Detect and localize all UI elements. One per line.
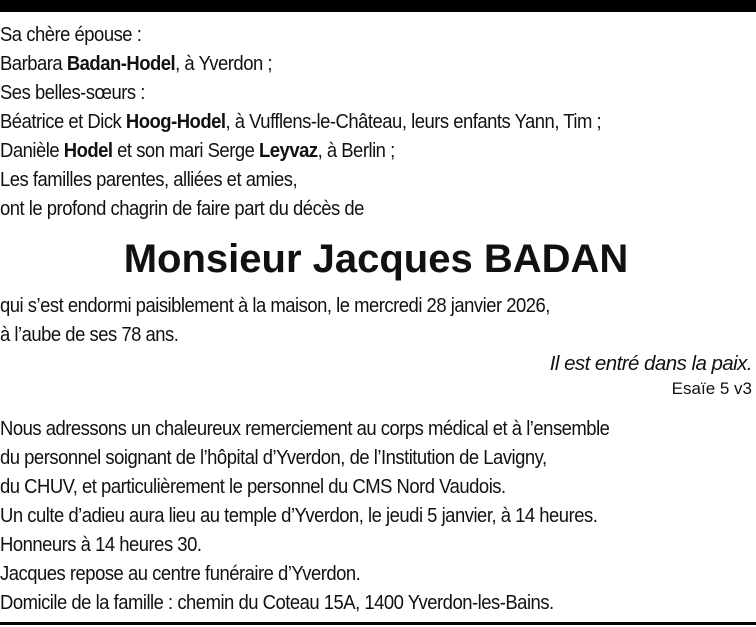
sister2-first-name: Danièle: [0, 139, 60, 162]
wife-first-name: Barbara: [0, 52, 63, 75]
closing-line: Nous adressons un chaleureux remerciement au corps médical et à l’ensemble: [0, 417, 610, 440]
announcement-line: ont le profond chagrin de faire part du décès de: [0, 197, 364, 220]
relatives-line: Les familles parentes, alliées et amies,: [0, 168, 298, 191]
sister2-place: , à Berlin ;: [317, 139, 395, 162]
verse-quote: Il est entré dans la paix.: [549, 352, 752, 375]
sister2-line: [0, 136, 677, 165]
death-line-1: qui s’est endormi paisiblement à la maison, le mercredi 28 janvier 2026,: [0, 294, 550, 317]
sister1-first-names: Béatrice et Dick: [0, 110, 122, 133]
closing-line: Honneurs à 14 heures 30.: [0, 533, 202, 556]
closing-line: du CHUV, et particulièrement le personnel du CMS Nord Vaudois.: [0, 475, 506, 498]
death-line-2: à l’aube de ses 78 ans.: [0, 323, 179, 346]
wife-place: , à Yverdon ;: [175, 52, 272, 75]
wife-surname: Badan-Hodel: [66, 52, 176, 75]
sisters-intro: Ses belles-sœurs :: [0, 81, 145, 104]
obituary-notice: [0, 20, 752, 617]
wife-intro: Sa chère épouse :: [0, 23, 142, 46]
sister2-husband: et son mari Serge: [117, 139, 255, 162]
closing-line: Un culte d’adieu aura lieu au temple d’Yverdon, le jeudi 5 janvier, à 14 heures.: [0, 504, 598, 527]
closing-line: Domicile de la famille : chemin du Coteau 15A, 1400 Yverdon-les-Bains.: [0, 591, 554, 614]
sister2-surname: Hodel: [63, 139, 113, 162]
deceased-name: Monsieur Jacques BADAN: [123, 237, 629, 281]
bottom-border: [0, 622, 756, 625]
verse-reference: Esaïe 5 v3: [671, 379, 752, 398]
wife-line: [0, 49, 677, 78]
sister2-husband-surname: Leyvaz: [259, 139, 318, 162]
top-border: [0, 0, 756, 12]
sister1-details: , à Vufflens-le-Château, leurs enfants Yann, Tim ;: [225, 110, 602, 133]
closing-line: Jacques repose au centre funéraire d’Yverdon.: [0, 562, 361, 585]
sister1-surname: Hoog-Hodel: [125, 110, 226, 133]
spacer: [0, 400, 752, 414]
sister1-line: [0, 107, 677, 136]
closing-line: du personnel soignant de l’hôpital d’Yverdon, de l’Institution de Lavigny,: [0, 446, 547, 469]
